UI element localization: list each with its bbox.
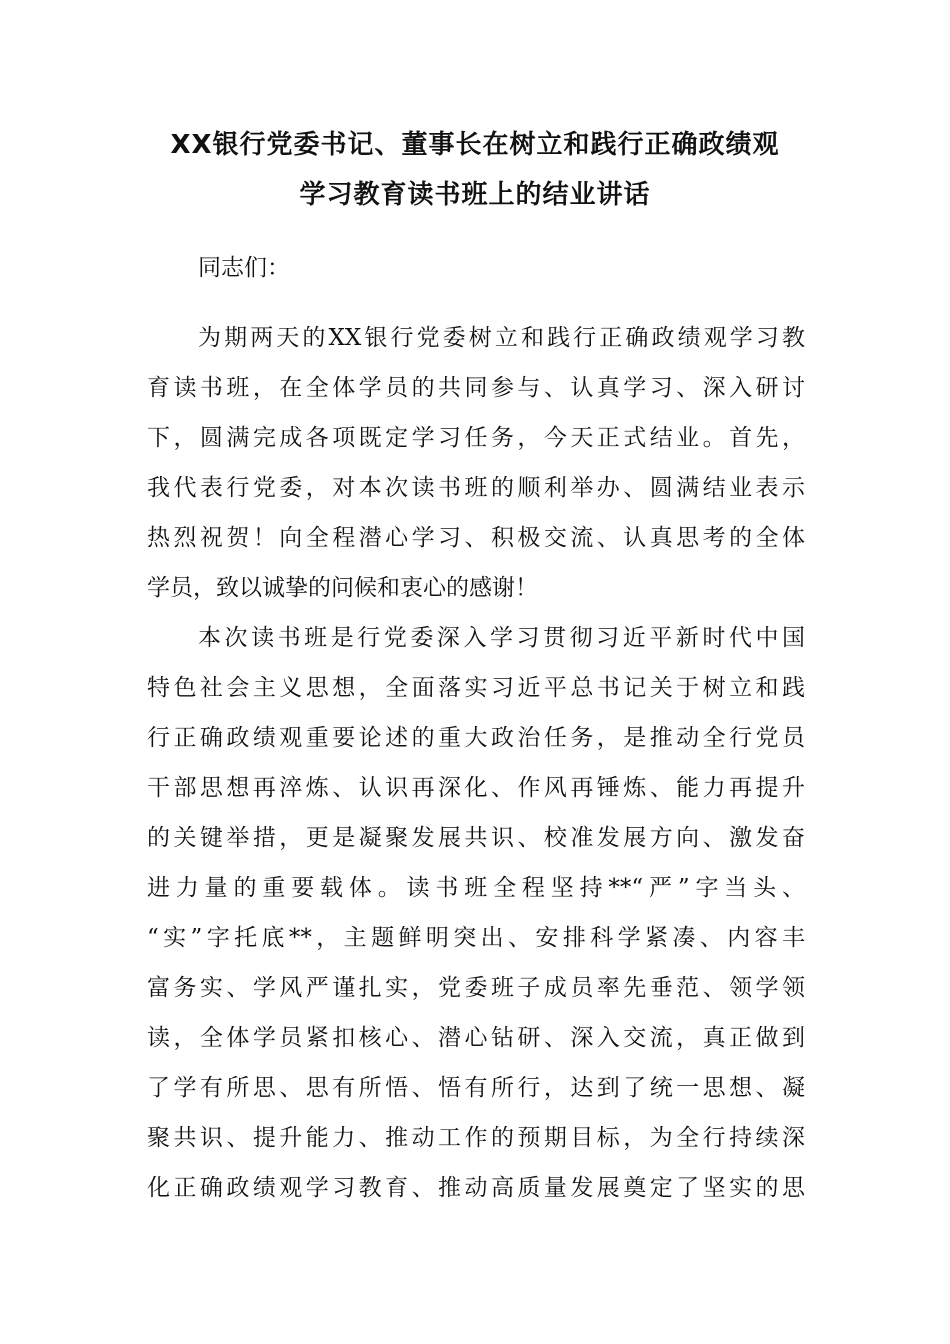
paragraph-line: 富务实、学风严谨扎实，党委班子成员率先垂范、领学领 (147, 975, 805, 1001)
paragraph-line: 读，全体学员紧扣核心、潜心钻研、深入交流，真正做到 (147, 1025, 805, 1051)
paragraph-line: 热烈祝贺！向全程潜心学习、积极交流、认真思考的全体 (147, 525, 805, 551)
paragraph-line: 的关键举措，更是凝聚发展共识、校准发展方向、激发奋 (147, 825, 805, 851)
paragraph-line: 为期两天的XX银行党委树立和践行正确政绩观学习教 (198, 325, 805, 351)
paragraph-line: 进力量的重要载体。读书班全程坚持**“严”字当头、 (147, 875, 805, 901)
paragraph-line: 我代表行党委，对本次读书班的顺利举办、圆满结业表示 (147, 475, 805, 501)
paragraph-line: 聚共识、提升能力、推动工作的预期目标，为全行持续深 (147, 1125, 805, 1151)
paragraph-line: 下，圆满完成各项既定学习任务，今天正式结业。首先， (147, 425, 805, 451)
paragraph-line: 学员，致以诚挚的问候和衷心的感谢！ (147, 575, 538, 601)
paragraph-line: 了学有所思、思有所悟、悟有所行，达到了统一思想、凝 (147, 1075, 805, 1101)
paragraph-line: “实”字托底**，主题鲜明突出、安排科学紧凑、内容丰 (147, 925, 805, 951)
paragraph-line: 行正确政绩观重要论述的重大政治任务，是推动全行党员 (147, 725, 805, 751)
greeting: 同志们： (198, 255, 290, 281)
paragraph-line: 育读书班，在全体学员的共同参与、认真学习、深入研讨 (147, 375, 805, 401)
document-title-line-2: 学习教育读书班上的结业讲话 (299, 180, 651, 210)
paragraph-line: 特色社会主义思想，全面落实习近平总书记关于树立和践 (147, 675, 805, 701)
paragraph-line: 化正确政绩观学习教育、推动高质量发展奠定了坚实的思 (147, 1175, 805, 1201)
document-title-line-1: XX银行党委书记、董事长在树立和践行正确政绩观 (170, 130, 780, 160)
paragraph-line: 本次读书班是行党委深入学习贯彻习近平新时代中国 (198, 625, 805, 651)
document-body (147, 250, 805, 1220)
paragraph-line: 干部思想再淬炼、认识再深化、作风再锤炼、能力再提升 (147, 775, 805, 801)
